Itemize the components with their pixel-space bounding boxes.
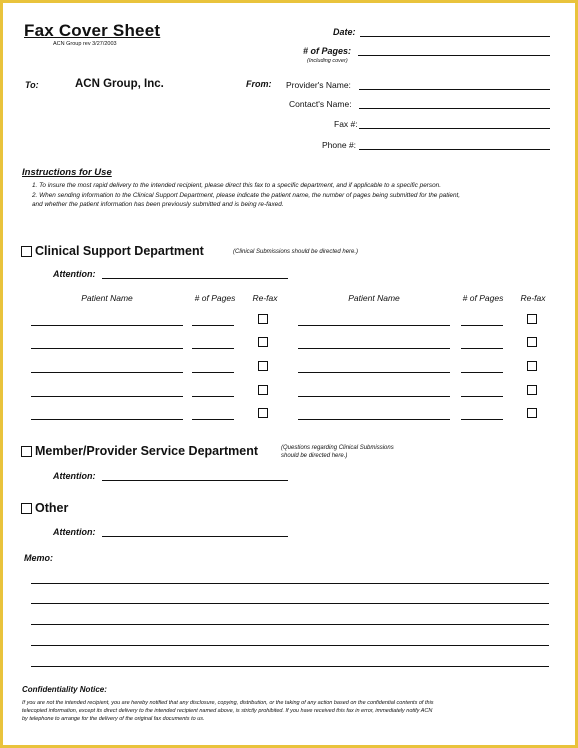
instruction-item-2: 2. When sending information to the Clinical Support Department, please indicate the patient name, the number of pages being submitted for the patient, (32, 192, 461, 199)
pages-count-field[interactable] (192, 325, 234, 326)
pages-count-field[interactable] (461, 396, 503, 397)
pages-count-field[interactable] (461, 325, 503, 326)
pages-count-field[interactable] (192, 419, 234, 420)
refax-checkbox[interactable] (527, 385, 537, 395)
revision-note: ACN Group rev 3/27/2003 (53, 41, 117, 47)
refax-checkbox[interactable] (258, 361, 268, 371)
pages-label: # of Pages: (303, 46, 352, 56)
pages-count-field[interactable] (192, 396, 234, 397)
patient-name-field[interactable] (31, 372, 183, 373)
refax-checkbox[interactable] (258, 314, 268, 324)
contacts-name-label: Contact's Name: (289, 99, 352, 109)
fax-cover-sheet (3, 3, 575, 745)
patient-name-field[interactable] (31, 348, 183, 349)
memo-line[interactable] (31, 645, 549, 646)
memo-line[interactable] (31, 666, 549, 667)
memo-label: Memo: (24, 553, 53, 563)
instructions-title: Instructions for Use (22, 167, 112, 178)
date-field[interactable] (360, 36, 550, 37)
member-provider-note-line1: (Questions regarding Clinical Submissions (281, 445, 394, 451)
pages-count-field[interactable] (192, 348, 234, 349)
member-attention-field[interactable] (102, 480, 288, 481)
clinical-support-checkbox[interactable] (21, 246, 32, 257)
patient-name-field[interactable] (298, 396, 450, 397)
refax-checkbox[interactable] (258, 385, 268, 395)
clinical-support-note: (Clinical Submissions should be directed here.) (233, 249, 359, 255)
clinical-support-title: Clinical Support Department (35, 244, 204, 258)
from-label: From: (246, 79, 272, 89)
memo-line[interactable] (31, 603, 549, 604)
refax-checkbox[interactable] (527, 361, 537, 371)
col-header-patient-name-2: Patient Name (348, 293, 400, 303)
other-attention-field[interactable] (102, 536, 288, 537)
confidentiality-line-3: by telephone to arrange for the delivery of the original fax documents to us. (22, 716, 205, 722)
patient-name-field[interactable] (298, 419, 450, 420)
member-provider-note-line2: should be directed here.) (281, 453, 348, 459)
memo-line[interactable] (31, 583, 549, 584)
pages-count-field[interactable] (192, 372, 234, 373)
confidentiality-text (22, 699, 552, 723)
contacts-name-field[interactable] (359, 108, 550, 109)
to-label: To: (25, 80, 39, 90)
other-title: Other (35, 501, 69, 515)
patient-name-field[interactable] (31, 419, 183, 420)
confidentiality-line-2: telecopied information, except its direct delivery to the intended recipient named above, is strictly prohibited. If you have received this fax in error, immediately notify ACN (22, 708, 433, 714)
member-provider-checkbox[interactable] (21, 446, 32, 457)
refax-checkbox[interactable] (258, 337, 268, 347)
patient-name-field[interactable] (31, 396, 183, 397)
fax-number-label: Fax #: (334, 119, 358, 129)
clinical-attention-field[interactable] (102, 278, 288, 279)
to-recipient: ACN Group, Inc. (75, 78, 164, 90)
other-checkbox[interactable] (21, 503, 32, 514)
refax-checkbox[interactable] (527, 314, 537, 324)
phone-number-field[interactable] (359, 149, 550, 150)
date-label: Date: (333, 27, 356, 37)
confidentiality-title: Confidentiality Notice: (22, 685, 107, 694)
phone-number-label: Phone #: (322, 140, 357, 150)
page-title: Fax Cover Sheet (24, 21, 161, 40)
pages-field[interactable] (358, 55, 550, 56)
col-header-refax: Re-fax (252, 293, 278, 303)
patient-name-field[interactable] (298, 348, 450, 349)
patient-name-field[interactable] (31, 325, 183, 326)
pages-count-field[interactable] (461, 348, 503, 349)
member-attention-label: Attention: (53, 471, 96, 481)
pages-count-field[interactable] (461, 372, 503, 373)
memo-line[interactable] (31, 624, 549, 625)
refax-checkbox[interactable] (527, 337, 537, 347)
refax-checkbox[interactable] (527, 408, 537, 418)
col-header-pages-2: # of Pages (462, 293, 504, 303)
refax-checkbox[interactable] (258, 408, 268, 418)
providers-name-field[interactable] (359, 89, 550, 90)
patient-name-field[interactable] (298, 325, 450, 326)
patient-name-field[interactable] (298, 372, 450, 373)
instruction-item-1: 1. To insure the most rapid delivery to the intended recipient, please direct this fax to a specific department, and if applicable to a specific person. (32, 182, 441, 189)
other-attention-label: Attention: (53, 527, 96, 537)
col-header-refax-2: Re-fax (520, 293, 546, 303)
confidentiality-line-1: If you are not the intended recipient, you are hereby notified that any disclosure, copying, distribution, or the taking of any action based on the confidential contents of this (22, 700, 434, 706)
col-header-patient-name: Patient Name (81, 293, 133, 303)
clinical-attention-label: Attention: (53, 269, 96, 279)
fax-number-field[interactable] (359, 128, 550, 129)
col-header-pages: # of Pages (194, 293, 236, 303)
pages-note: (Including cover) (307, 58, 348, 64)
pages-count-field[interactable] (461, 419, 503, 420)
providers-name-label: Provider's Name: (286, 80, 351, 90)
member-provider-title: Member/Provider Service Department (35, 444, 259, 458)
instruction-item-2-cont: and whether the patient information has been previously submitted and is being re-faxed. (32, 201, 284, 208)
